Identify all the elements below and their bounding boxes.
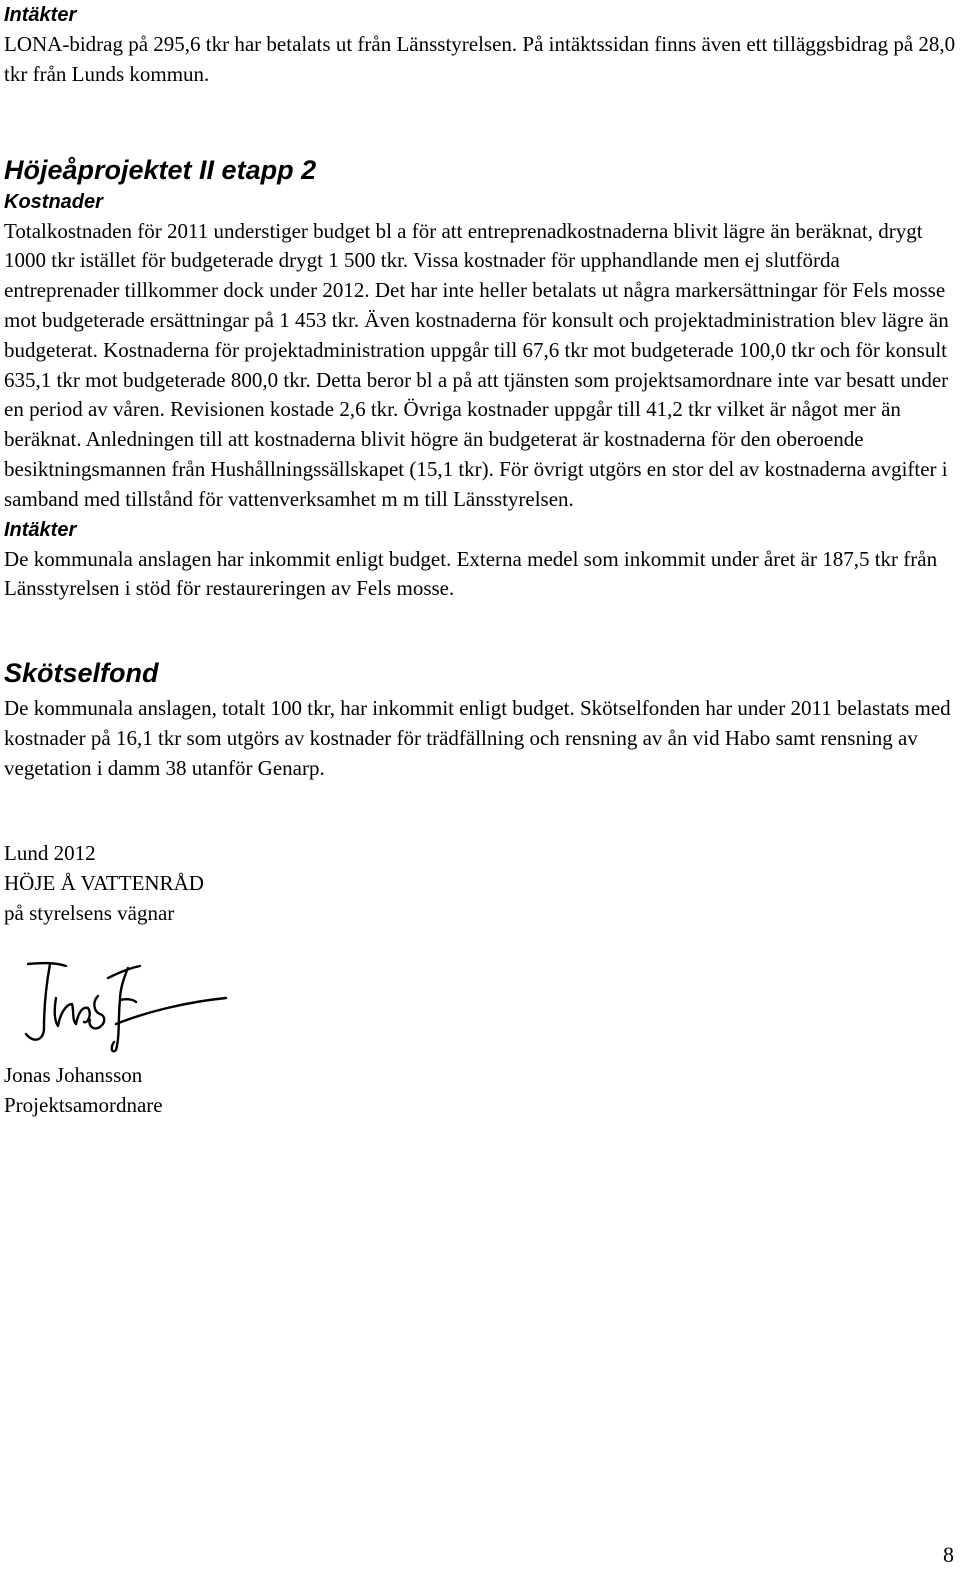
handwritten-signature	[16, 958, 236, 1058]
hojea-title: Höjeåprojektet II etapp 2	[4, 154, 317, 185]
section-intakter-top	[4, 0, 956, 90]
kostnader-heading: Kostnader	[4, 190, 103, 213]
signer-name: Jonas Johansson	[4, 1062, 143, 1087]
page-number: 8	[943, 1542, 954, 1567]
intakter-text-top: LONA-bidrag på 295,6 tkr har betalats ut från Länsstyrelsen. På intäktssidan finns även ett tilläggsbidrag på 28,0 tkr från Lunds kommun.	[4, 32, 956, 86]
intakter-text-hojea: De kommunala anslagen har inkommit enligt budget. Externa medel som inkommit under året är 187,5 tkr från Länsstyrelsen i stöd för restaureringen av Fels mosse.	[4, 546, 938, 601]
document-page	[4, 0, 956, 1120]
skotselfond-title: Skötselfond	[4, 658, 159, 689]
skotselfond-text: De kommunala anslagen, totalt 100 tkr, har inkommit enligt budget. Skötselfonden har under 2011 belastats med kostnader på 16,1 tkr som utgörs av kostnader för trädfällning och rensning av ån vid Habo samt rensning av vegetation i damm 38 utanför Genarp.	[4, 696, 951, 780]
section-hojea	[4, 153, 956, 605]
intakter-heading-top: Intäkter	[4, 4, 77, 26]
kostnader-text: Totalkostnaden för 2011 understiger budget bl a för att entreprenadkostnaderna blivit lägre än beräknat, drygt 1000 tkr istället för budgeterade drygt 1 500 tkr. Vissa kostnader för upphandlande men ej slutförda entreprenader tillkommer dock under 2012. Det har inte heller betalats ut några markersättningar för Fels mosse mot budgeterade ersättningar på 1 453 tkr. Även kostnaderna för konsult och projektadministration blev lägre än budgeterat. Kostnaderna för projektadministration uppgår till 67,6 tkr mot budgeterade 100,0 tkr och för konsult 635,1 tkr mot budgeterade 800,0 tkr. Detta beror bl a på att tjänsten som projektsamordnare inte var besatt under en period av våren. Revisionen kostade 2,6 tkr. Övriga kostnader uppgår till 41,2 tkr vilket är något mer än beräknat. Anledningen till att kostnaderna blivit högre än budgeterat är kostnaderna för den oberoende besiktningsmannen från Hushållningssällskapet (15,1 tkr). För övrigt utgörs en stor del av kostnaderna avgifter i samband med tillstånd för vattenverksamhet m m till Länsstyrelsen.	[4, 218, 949, 511]
signer-role: Projektsamordnare	[4, 1092, 163, 1117]
on-behalf-text: på styrelsens vägnar	[4, 900, 175, 925]
organization-name: HÖJE Å VATTENRÅD	[4, 870, 204, 895]
place-date: Lund 2012	[4, 840, 96, 865]
section-skotselfond	[4, 656, 956, 783]
closing-block	[4, 838, 956, 1120]
intakter-heading-hojea: Intäkter	[4, 518, 77, 541]
